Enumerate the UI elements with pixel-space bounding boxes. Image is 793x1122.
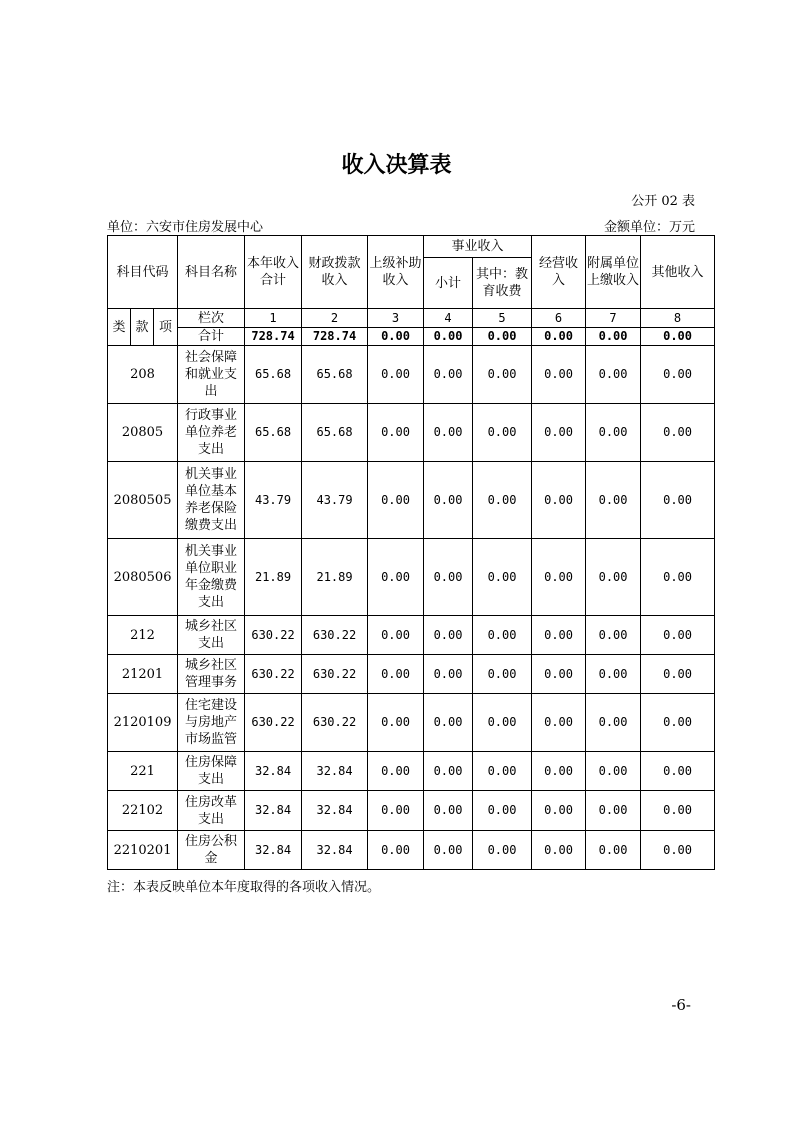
subject-name: 机关事业单位基本养老保险缴费支出 xyxy=(178,462,245,539)
subject-code: 212 xyxy=(108,616,178,655)
amount-cell: 0.00 xyxy=(641,616,715,655)
total-label: 合计 xyxy=(178,328,245,346)
amount-cell: 0.00 xyxy=(473,616,532,655)
subject-code: 2080506 xyxy=(108,539,178,616)
col-number-1: 1 xyxy=(245,309,302,328)
table-row xyxy=(108,752,715,791)
total-value: 0.00 xyxy=(368,328,424,346)
subject-code: 208 xyxy=(108,346,178,404)
header-name: 科目名称 xyxy=(178,236,245,309)
header-col7: 附属单位上缴收入 xyxy=(586,236,641,309)
amount-cell: 0.00 xyxy=(532,694,586,752)
amount-cell: 0.00 xyxy=(586,462,641,539)
table-row xyxy=(108,462,715,539)
amount-cell: 0.00 xyxy=(532,404,586,462)
amount-cell: 0.00 xyxy=(424,791,473,831)
amount-cell: 0.00 xyxy=(368,752,424,791)
amount-cell: 32.84 xyxy=(302,791,368,831)
total-value: 0.00 xyxy=(641,328,715,346)
header-col6: 经营收入 xyxy=(532,236,586,309)
amount-cell: 0.00 xyxy=(424,752,473,791)
header-row-1 xyxy=(108,236,715,258)
col-number-5: 5 xyxy=(473,309,532,328)
table-row xyxy=(108,539,715,616)
amount-cell: 0.00 xyxy=(473,752,532,791)
amount-cell: 0.00 xyxy=(424,694,473,752)
total-value: 0.00 xyxy=(586,328,641,346)
form-number: 公开 02 表 xyxy=(631,194,695,209)
amount-cell: 21.89 xyxy=(245,539,302,616)
amount-cell: 0.00 xyxy=(473,655,532,694)
amount-cell: 0.00 xyxy=(473,831,532,870)
header-col4: 小计 xyxy=(424,258,473,309)
amount-cell: 0.00 xyxy=(532,462,586,539)
col-number-8: 8 xyxy=(641,309,715,328)
amount-cell: 0.00 xyxy=(473,791,532,831)
amount-cell: 43.79 xyxy=(245,462,302,539)
amount-cell: 32.84 xyxy=(245,791,302,831)
total-value: 0.00 xyxy=(532,328,586,346)
amount-cell: 0.00 xyxy=(368,655,424,694)
subject-name: 住房改革支出 xyxy=(178,791,245,831)
amount-cell: 32.84 xyxy=(302,752,368,791)
subject-code: 2080505 xyxy=(108,462,178,539)
amount-cell: 0.00 xyxy=(586,346,641,404)
amount-cell: 0.00 xyxy=(368,831,424,870)
col-number-2: 2 xyxy=(302,309,368,328)
amount-cell: 0.00 xyxy=(424,655,473,694)
header-code: 科目代码 xyxy=(108,236,178,309)
table-row xyxy=(108,616,715,655)
amount-cell: 0.00 xyxy=(532,539,586,616)
table-row xyxy=(108,346,715,404)
amount-cell: 630.22 xyxy=(302,616,368,655)
amount-cell: 630.22 xyxy=(302,655,368,694)
footnote: 注：本表反映单位本年度取得的各项收入情况。 xyxy=(107,880,381,895)
amount-cell: 0.00 xyxy=(424,346,473,404)
amount-cell: 0.00 xyxy=(473,346,532,404)
amount-cell: 0.00 xyxy=(424,616,473,655)
subject-code: 2210201 xyxy=(108,831,178,870)
header-col5: 其中：教育收费 xyxy=(473,258,532,309)
amount-cell: 21.89 xyxy=(302,539,368,616)
amount-cell: 0.00 xyxy=(368,539,424,616)
total-value: 0.00 xyxy=(424,328,473,346)
amount-cell: 0.00 xyxy=(473,539,532,616)
amount-cell: 0.00 xyxy=(641,694,715,752)
subject-code: 22102 xyxy=(108,791,178,831)
column-number-row xyxy=(108,309,715,328)
table-row xyxy=(108,655,715,694)
header-lei: 类 xyxy=(108,309,131,346)
amount-cell: 0.00 xyxy=(424,462,473,539)
amount-cell: 0.00 xyxy=(532,791,586,831)
subject-code: 21201 xyxy=(108,655,178,694)
amount-cell: 0.00 xyxy=(586,831,641,870)
amount-cell: 0.00 xyxy=(368,346,424,404)
amount-cell: 630.22 xyxy=(245,616,302,655)
amount-cell: 65.68 xyxy=(302,404,368,462)
amount-cell: 0.00 xyxy=(368,616,424,655)
amount-cell: 0.00 xyxy=(641,752,715,791)
amount-cell: 0.00 xyxy=(368,694,424,752)
total-value: 0.00 xyxy=(473,328,532,346)
subject-code: 20805 xyxy=(108,404,178,462)
col-number-3: 3 xyxy=(368,309,424,328)
amount-cell: 0.00 xyxy=(586,752,641,791)
amount-cell: 0.00 xyxy=(532,616,586,655)
amount-cell: 0.00 xyxy=(532,831,586,870)
page-number: -6- xyxy=(671,996,691,1014)
total-row xyxy=(108,328,715,346)
amount-cell: 0.00 xyxy=(368,791,424,831)
amount-cell: 32.84 xyxy=(245,831,302,870)
total-value: 728.74 xyxy=(302,328,368,346)
amount-cell: 0.00 xyxy=(641,539,715,616)
subject-name: 住房公积金 xyxy=(178,831,245,870)
income-table xyxy=(107,235,715,870)
header-kuan: 款 xyxy=(131,309,154,346)
amount-cell: 630.22 xyxy=(245,694,302,752)
amount-cell: 0.00 xyxy=(473,462,532,539)
amount-cell: 0.00 xyxy=(532,752,586,791)
col-number-4: 4 xyxy=(424,309,473,328)
table-row xyxy=(108,694,715,752)
amount-cell: 65.68 xyxy=(245,346,302,404)
amount-cell: 0.00 xyxy=(641,655,715,694)
table-row xyxy=(108,404,715,462)
subject-name: 城乡社区管理事务 xyxy=(178,655,245,694)
amount-cell: 0.00 xyxy=(586,404,641,462)
table-row xyxy=(108,831,715,870)
amount-cell: 0.00 xyxy=(641,791,715,831)
subject-code: 221 xyxy=(108,752,178,791)
amount-cell: 0.00 xyxy=(424,831,473,870)
unit-label: 单位：六安市住房发展中心 xyxy=(107,220,264,235)
amount-cell: 0.00 xyxy=(586,791,641,831)
table-row xyxy=(108,791,715,831)
total-value: 728.74 xyxy=(245,328,302,346)
amount-cell: 43.79 xyxy=(302,462,368,539)
amount-cell: 0.00 xyxy=(368,462,424,539)
amount-cell: 0.00 xyxy=(641,462,715,539)
subject-code: 2120109 xyxy=(108,694,178,752)
subject-name: 城乡社区支出 xyxy=(178,616,245,655)
col-number-7: 7 xyxy=(586,309,641,328)
amount-cell: 0.00 xyxy=(586,694,641,752)
amount-cell: 0.00 xyxy=(586,616,641,655)
header-xiang: 项 xyxy=(154,309,178,346)
subject-name: 住宅建设与房地产市场监管 xyxy=(178,694,245,752)
subject-name: 行政事业单位养老支出 xyxy=(178,404,245,462)
amount-cell: 0.00 xyxy=(532,346,586,404)
header-col2: 财政拨款收入 xyxy=(302,236,368,309)
amount-cell: 0.00 xyxy=(586,655,641,694)
subject-name: 社会保障和就业支出 xyxy=(178,346,245,404)
header-col3: 上级补助收入 xyxy=(368,236,424,309)
amount-cell: 0.00 xyxy=(424,539,473,616)
page-title: 收入决算表 xyxy=(341,153,452,178)
amount-cell: 0.00 xyxy=(641,831,715,870)
amount-cell: 0.00 xyxy=(586,539,641,616)
amount-unit-label: 金额单位：万元 xyxy=(603,220,695,235)
amount-cell: 0.00 xyxy=(424,404,473,462)
amount-cell: 65.68 xyxy=(245,404,302,462)
header-business: 事业收入 xyxy=(424,236,532,258)
amount-cell: 32.84 xyxy=(245,752,302,791)
amount-cell: 0.00 xyxy=(473,404,532,462)
amount-cell: 0.00 xyxy=(641,404,715,462)
header-col1: 本年收入合计 xyxy=(245,236,302,309)
amount-cell: 630.22 xyxy=(302,694,368,752)
amount-cell: 32.84 xyxy=(302,831,368,870)
amount-cell: 0.00 xyxy=(368,404,424,462)
amount-cell: 0.00 xyxy=(473,694,532,752)
amount-cell: 0.00 xyxy=(532,655,586,694)
amount-cell: 630.22 xyxy=(245,655,302,694)
amount-cell: 0.00 xyxy=(641,346,715,404)
header-col8: 其他收入 xyxy=(641,236,715,309)
col-number-6: 6 xyxy=(532,309,586,328)
subject-name: 住房保障支出 xyxy=(178,752,245,791)
header-lanci: 栏次 xyxy=(178,309,245,328)
subject-name: 机关事业单位职业年金缴费支出 xyxy=(178,539,245,616)
amount-cell: 65.68 xyxy=(302,346,368,404)
